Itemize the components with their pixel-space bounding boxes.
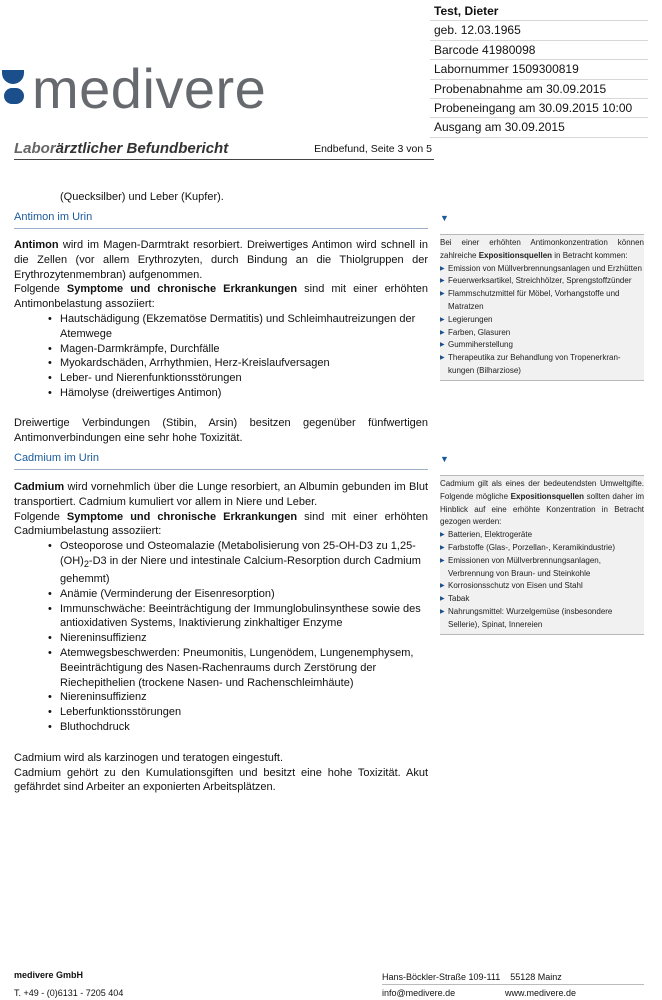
cadmium-symptom-list bbox=[14, 539, 428, 735]
medivere-logo bbox=[2, 57, 342, 120]
list-item: • Hautschädigung (Ekzematöse Dermatitis) und Schleimhautreizungen der Atemwege bbox=[48, 312, 428, 342]
patient-info bbox=[430, 2, 648, 138]
cadmium-body bbox=[14, 480, 428, 795]
list-item: • Niereninsuffizienz bbox=[48, 690, 428, 705]
list-item: ▶ Feuerwerksartikel, Streichhölzer, Sprengstoffzünder bbox=[440, 275, 644, 288]
list-item: • Myokardschäden, Arrhythmien, Herz-Kreislaufversagen bbox=[48, 356, 428, 371]
antimon-symptom-list bbox=[14, 312, 428, 401]
continuation-text: (Quecksilber) und Leber (Kupfer). bbox=[60, 191, 224, 203]
cadmium-exposure-list bbox=[440, 529, 644, 631]
arrow-down-icon: ▼ bbox=[440, 454, 449, 464]
section-heading-antimon: Antimon im Urin bbox=[14, 211, 428, 229]
list-item: ▶ Therapeutika zur Behandlung von Tropenerkrankungen (Bilharziose) bbox=[440, 352, 644, 378]
list-item: • Anämie (Verminderung der Eisenresorption) bbox=[48, 587, 428, 602]
list-item: ▶ Farbstoffe (Glas-, Porzellan-, Keramikindustrie) bbox=[440, 542, 644, 555]
patient-barcode: Barcode 41980098 bbox=[430, 41, 648, 60]
footer-company: medivere GmbH bbox=[14, 970, 84, 980]
antimon-exposure-intro: Bei einer erhöhten Antimonkonzentration können zahlreiche Expositionsquellen in Betracht kommen: bbox=[440, 238, 644, 260]
list-item: ▶ Nahrungsmittel: Wurzelgemüse (insbesondere Sellerie), Spinat, Innereien bbox=[440, 606, 644, 632]
sample-receipt-date: Probeneingang am 30.09.2015 10:00 bbox=[430, 99, 648, 118]
cadmium-symptoms-intro: Folgende Symptome und chronische Erkrankungen sind mit einer erhöhten Cadmiumbelastung assoziiert: bbox=[14, 510, 428, 538]
sample-collection-date: Probenabnahme am 30.09.2015 bbox=[430, 80, 648, 99]
cadmium-exposure-intro: Cadmium gilt als eines der bedeutendsten Umweltgifte. Folgende mögliche Expositionsquellen sollten daher im Hinblick auf eine erhöhte Konzentration in Betracht gezogen werden: bbox=[440, 479, 644, 527]
list-item: • Bluthochdruck bbox=[48, 720, 428, 735]
section-heading-cadmium: Cadmium im Urin bbox=[14, 452, 428, 470]
report-title-bar bbox=[14, 140, 434, 160]
list-item: ▶ Flammschutzmittel für Möbel, Vorhangstoffe und Matratzen bbox=[440, 288, 644, 314]
list-item: ▶ Farben, Glasuren bbox=[440, 327, 644, 340]
report-status: Endbefund, Seite 3 von 5 bbox=[314, 143, 432, 155]
list-item: ▶ Emission von Müllverbrennungsanlagen und Erzhütten bbox=[440, 263, 644, 276]
list-item: ▶ Gummiherstellung bbox=[440, 339, 644, 352]
patient-birthdate: geb. 12.03.1965 bbox=[430, 21, 648, 40]
list-item: ▶ Legierungen bbox=[440, 314, 644, 327]
cadmium-classification: Cadmium wird als karzinogen und teratogen eingestuft. bbox=[14, 751, 284, 764]
logo-wordmark: medivere bbox=[32, 57, 267, 120]
antimon-toxicity-note: Dreiwertige Verbindungen (Stibin, Arsin) besitzen gegenüber fünfwertigen Antimonverbindungen eine sehr hohe Toxizität. bbox=[14, 416, 428, 444]
logo-mark-bottom bbox=[4, 88, 24, 104]
list-item: • Immunschwäche: Beeinträchtigung der Immunglobulinsynthese sowie des antioxidativen Systems, Inaktivierung zinkhaltiger Enzyme bbox=[48, 602, 428, 632]
antimon-intro: Antimon wird im Magen-Darmtrakt resorbiert. Dreiwertiges Antimon wird schnell in die Zellen (vor allem Erythrozyten, durch Bindung an die Thiolgruppen der Erythrozytenmembran) aufgenommen. bbox=[14, 239, 428, 281]
patient-name: Test, Dieter bbox=[430, 2, 648, 21]
footer-phone: T. +49 - (0)6131 - 7205 404 bbox=[14, 988, 124, 998]
list-item: • Niereninsuffizienz bbox=[48, 631, 428, 646]
cadmium-intro: Cadmium wird vornehmlich über die Lunge resorbiert, an Albumin gebunden im Blut transportiert. Cadmium kumuliert vor allem in Niere und Leber. bbox=[14, 481, 428, 508]
footer-email[interactable]: info@medivere.de bbox=[382, 988, 456, 998]
list-item: ▶ Batterien, Elektrogeräte bbox=[440, 529, 644, 542]
arrow-down-icon: ▼ bbox=[440, 213, 449, 223]
list-item: ▶ Korrosionsschutz von Eisen und Stahl bbox=[440, 580, 644, 593]
antimon-exposure-box bbox=[440, 234, 644, 381]
list-item: • Magen-Darmkrämpfe, Durchfälle bbox=[48, 342, 428, 357]
report-output-date: Ausgang am 30.09.2015 bbox=[430, 118, 648, 137]
list-item: • Leberfunktionsstörungen bbox=[48, 705, 428, 720]
list-item: ▶ Emissionen von Müllverbrennungsanlagen, Verbrennung von Braun- und Steinkohle bbox=[440, 555, 644, 581]
cadmium-exposure-box bbox=[440, 475, 644, 635]
footer-website[interactable]: www.medivere.de bbox=[505, 988, 577, 998]
footer-divider bbox=[382, 984, 644, 985]
list-item: • Atemwegsbeschwerden: Pneumonitis, Lungenödem, Lungenemphysem, Beeinträchtigung des Nasen-Rachenraums durch Zerstörung der Riechepithelien (trockene Nasen- und Rachenschleimhäute) bbox=[48, 646, 428, 690]
list-item: • Hämolyse (dreiwertiges Antimon) bbox=[48, 386, 428, 401]
report-title: Laborärztlicher Befundbericht bbox=[14, 140, 229, 157]
antimon-exposure-list bbox=[440, 263, 644, 378]
list-item: ▶ Tabak bbox=[440, 593, 644, 606]
logo-mark-top bbox=[2, 70, 24, 84]
list-item: • Leber- und Nierenfunktionsstörungen bbox=[48, 371, 428, 386]
antimon-body bbox=[14, 238, 428, 445]
list-item: • Osteoporose und Osteomalazie (Metabolisierung von 25-OH-D3 zu $1,25-(OH)_2-D3$ in der Niere und intestinale Calcium-Resorption durch Cadmium gehemmt) bbox=[48, 539, 428, 587]
antimon-symptoms-intro: Folgende Symptome und chronische Erkrankungen sind mit einer erhöhten Antimonbelastung assoziiert: bbox=[14, 283, 428, 311]
patient-lab-number: Labornummer 1509300819 bbox=[430, 60, 648, 79]
footer-address: Hans-Böckler-Straße 109-111 55128 Mainz bbox=[382, 972, 562, 982]
cadmium-toxicity-note: Cadmium gehört zu den Kumulationsgiften und besitzt eine hohe Toxizität. Akut gefährdet sind Arbeiter an exponierten Arbeitsplätzen. bbox=[14, 766, 428, 794]
